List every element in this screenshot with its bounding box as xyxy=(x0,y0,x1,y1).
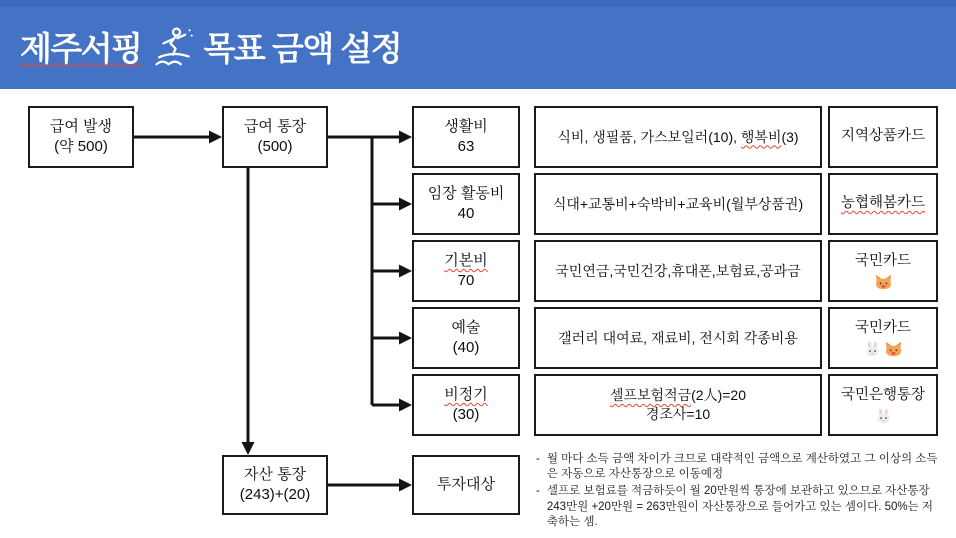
detail-text: 갤러리 대여료, 재료비, 전시회 각종비용 xyxy=(558,329,798,346)
detail-text-marked: 행복비 xyxy=(740,128,782,145)
category-label: 예술 xyxy=(451,318,481,336)
card-label: 국민카드 xyxy=(854,253,912,270)
detail-text-plain: 식비, 생필품, 가스보일러(10), xyxy=(557,128,741,145)
card-icons xyxy=(865,341,902,357)
category-amount: 40 xyxy=(457,205,475,222)
card-box-nonghyup xyxy=(828,173,938,235)
box-salary-account xyxy=(222,106,328,168)
note-item xyxy=(536,452,942,482)
category-box-irregular xyxy=(412,374,520,436)
detail-text xyxy=(557,128,798,147)
box-investment-target xyxy=(412,455,520,515)
page-title: 목표 금액 설정 xyxy=(203,29,402,67)
detail-text-marked: 셀프보험적금 xyxy=(609,387,692,404)
category-amount: 63 xyxy=(457,138,475,155)
category-label: 비정기 xyxy=(444,385,488,403)
rabbit-icon xyxy=(865,341,880,357)
box-amount: (500) xyxy=(257,138,293,155)
detail-text-line1 xyxy=(610,386,746,405)
note-text: 월 마다 소득 금액 차이가 크므로 대략적인 금액으로 계산하였고 그 이상의 소득은 자동으로 자산통장으로 이동예정 xyxy=(546,453,938,481)
card-icons xyxy=(876,408,891,424)
detail-box-art xyxy=(534,307,822,369)
detail-text: 식대+교통비+숙박비+교육비(월부상품권) xyxy=(552,195,804,212)
rabbit-icon xyxy=(876,408,891,424)
card-label: 농협해봄카드 xyxy=(840,195,926,212)
category-box-art xyxy=(412,307,520,369)
detail-box-living xyxy=(534,106,822,168)
card-box-regional xyxy=(828,106,938,168)
category-label: 기본비 xyxy=(444,251,488,269)
category-amount: (40) xyxy=(452,339,480,356)
category-label: 임장 활동비 xyxy=(427,184,505,202)
notes xyxy=(536,452,942,532)
detail-text-tail: (3) xyxy=(781,128,799,145)
box-amount: (약 500) xyxy=(54,138,108,155)
fox-icon xyxy=(875,275,892,290)
card-box-kukmin-1 xyxy=(828,240,938,302)
detail-box-irregular xyxy=(534,374,822,436)
fox-icon xyxy=(885,342,902,357)
note-item xyxy=(536,484,942,530)
category-box-living xyxy=(412,106,520,168)
card-icons xyxy=(875,275,892,290)
box-salary-source xyxy=(28,106,134,168)
detail-text-line2: 경조사=10 xyxy=(645,406,711,422)
box-asset-account xyxy=(222,455,328,515)
card-label: 국민은행통장 xyxy=(840,386,926,403)
category-box-fieldtrip xyxy=(412,173,520,235)
box-label: 자산 통장 xyxy=(243,465,307,483)
box-amount: (243)+(20) xyxy=(239,486,311,503)
note-bullet: - xyxy=(536,485,540,498)
card-box-kukmin-2 xyxy=(828,307,938,369)
card-box-kukmin-bank xyxy=(828,374,938,436)
box-label: 급여 발생 xyxy=(49,117,113,135)
page-title-app-name: 제주서핑 xyxy=(20,29,142,67)
box-label: 급여 통장 xyxy=(243,117,307,135)
detail-box-basic xyxy=(534,240,822,302)
card-label: 국민카드 xyxy=(854,319,912,336)
note-bullet: - xyxy=(536,453,540,465)
category-box-basic xyxy=(412,240,520,302)
category-amount: 70 xyxy=(457,272,475,289)
box-label: 투자대상 xyxy=(437,475,495,493)
note-text: 셀프로 보험료를 적금하듯이 월 20만원씩 통장에 보관하고 있으므로 자산통장 243만원 +20만원 = 263만원이 자산통장으로 들어가고 있는 셈이다. 50%는 저축하는 셈. xyxy=(546,485,934,528)
detail-box-fieldtrip xyxy=(534,173,822,235)
category-label: 생활비 xyxy=(444,117,488,135)
card-label: 지역상품카드 xyxy=(840,128,926,145)
detail-text-plain: (2人)=20 xyxy=(691,387,746,404)
category-amount: (30) xyxy=(452,406,480,423)
detail-text: 국민연금,국민건강,휴대폰,보험료,공과금 xyxy=(555,262,801,279)
